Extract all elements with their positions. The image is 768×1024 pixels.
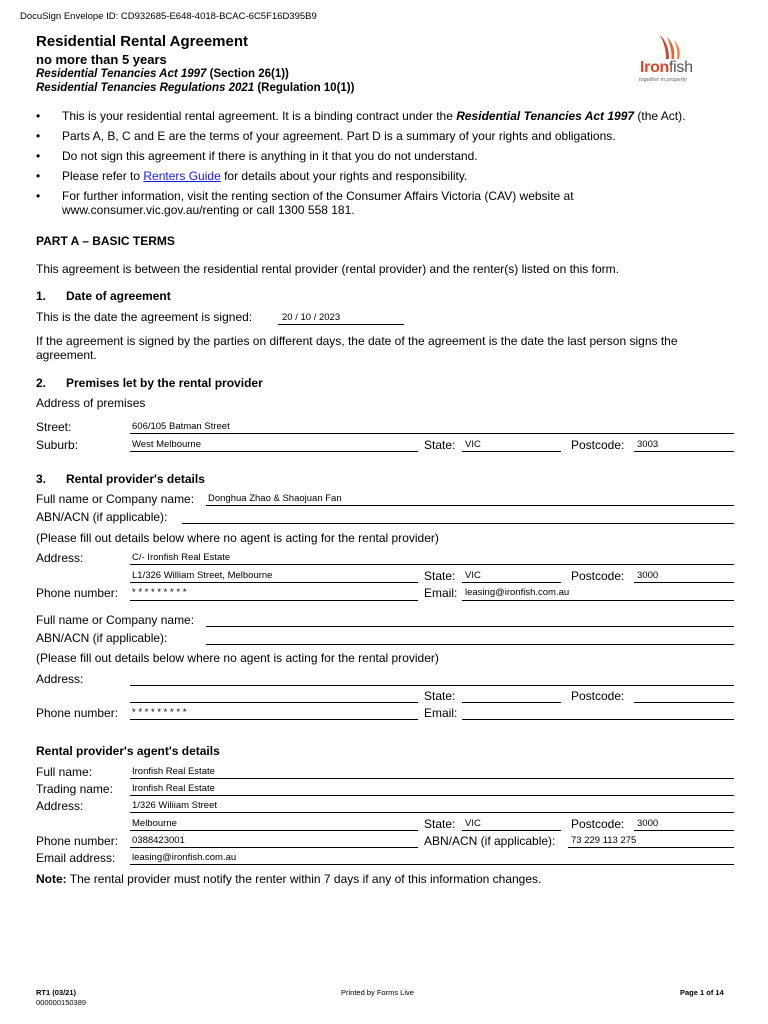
provider1-abn-line <box>182 523 734 524</box>
agent-email-value[interactable]: leasing@ironfish.com.au <box>132 852 237 863</box>
provider1-address2-value[interactable]: L1/326 William Street, Melbourne <box>132 570 273 581</box>
footer-form-number: 000000150389 <box>36 998 87 1007</box>
logo-iron-text: Iron <box>640 59 670 76</box>
footer-form-code: RT1 (03/21) <box>36 988 77 997</box>
street-value[interactable]: 606/105 Batman Street <box>132 421 230 432</box>
provider2-state-line[interactable] <box>462 702 561 703</box>
provider1-phone-line <box>130 600 418 601</box>
section-3-heading: Rental provider's details <box>66 472 205 486</box>
bullet-item: • Please refer to Renters Guide for details about your rights and responsibility. <box>36 169 468 183</box>
section-2-number: 2. <box>36 376 47 390</box>
agent-email-line <box>130 864 734 865</box>
address-premises-label: Address of premises <box>36 396 146 410</box>
provider1-address-label: Address: <box>36 551 84 565</box>
section-3-number: 3. <box>36 472 47 486</box>
regulation-section: (Regulation 10(1)) <box>254 82 355 94</box>
date-signed-value[interactable]: 20 / 10 / 2023 <box>282 312 341 323</box>
provider1-address1-line <box>130 564 734 565</box>
provider2-agent-note: (Please fill out details below where no agent is acting for the rental provider) <box>36 651 439 665</box>
state-label: State: <box>424 438 456 452</box>
provider2-abn-label: ABN/ACN (if applicable): <box>36 631 168 645</box>
provider1-name-line <box>206 505 734 506</box>
agent-address1-line <box>130 812 734 813</box>
agent-fullname-label: Full name: <box>36 765 93 779</box>
provider2-phone-value[interactable]: * * * * * * * * * <box>132 707 187 718</box>
ironfish-fin-icon <box>636 33 710 61</box>
provider1-state-line <box>462 582 561 583</box>
street-label: Street: <box>36 420 72 434</box>
agent-state-label: State: <box>424 817 456 831</box>
provider1-address1-value[interactable]: C/- Ironfish Real Estate <box>132 552 231 563</box>
logo-fish-text: fish <box>669 59 693 76</box>
provider2-address-label: Address: <box>36 672 84 686</box>
provider2-postcode-label: Postcode: <box>571 689 625 703</box>
agent-trading-value[interactable]: Ironfish Real Estate <box>132 783 215 794</box>
provider1-email-label: Email: <box>424 586 458 600</box>
provider2-postcode-line[interactable] <box>634 702 734 703</box>
agent-fullname-line <box>130 778 734 779</box>
provider2-address2-line[interactable] <box>130 702 418 703</box>
provider2-abn-line[interactable] <box>206 644 734 645</box>
provider2-address1-line[interactable] <box>130 685 734 686</box>
regulation-name: Residential Tenancies Regulations 2021 <box>36 82 255 94</box>
provider1-phone-label: Phone number: <box>36 586 119 600</box>
state-value[interactable]: VIC <box>465 439 481 450</box>
provider2-name-label: Full name or Company name: <box>36 613 195 627</box>
section-2-heading: Premises let by the rental provider <box>66 376 263 390</box>
provider1-postcode-value[interactable]: 3000 <box>637 570 659 581</box>
provider1-name-value[interactable]: Donghua Zhao & Shaojuan Fan <box>208 493 342 504</box>
date-note: If the agreement is signed by the parties on different days, the date of the agreement is the date the last person signs the agreement. <box>36 334 678 362</box>
provider1-abn-label: ABN/ACN (if applicable): <box>36 510 168 524</box>
provider1-phone-value[interactable]: * * * * * * * * * <box>132 587 187 598</box>
agent-email-label: Email address: <box>36 851 116 865</box>
suburb-label: Suburb: <box>36 438 79 452</box>
page-title: Residential Rental Agreement <box>36 33 248 50</box>
agent-state-line <box>462 830 561 831</box>
provider1-postcode-label: Postcode: <box>571 569 625 583</box>
provider2-state-label: State: <box>424 689 456 703</box>
logo-tagline: together in property <box>639 77 687 83</box>
section-1-number: 1. <box>36 289 47 303</box>
provider1-state-label: State: <box>424 569 456 583</box>
agent-address2-line <box>130 830 418 831</box>
provider1-address2-line <box>130 582 418 583</box>
agent-address2-value[interactable]: Melbourne <box>132 818 177 829</box>
regulation-reference <box>36 82 354 94</box>
suburb-line <box>130 451 418 452</box>
footer-printed-by: Printed by Forms Live <box>341 988 414 997</box>
agent-trading-line <box>130 795 734 796</box>
intro-bullets <box>36 109 736 223</box>
bullet-item: • Do not sign this agreement if there is anything in it that you do not understand. <box>36 149 478 163</box>
agent-note: Note: The rental provider must notify the renter within 7 days if any of this information changes. <box>36 872 542 886</box>
postcode-line <box>634 451 734 452</box>
renters-guide-link[interactable]: Renters Guide <box>143 169 221 183</box>
agent-postcode-value[interactable]: 3000 <box>637 818 659 829</box>
provider1-postcode-line <box>634 582 734 583</box>
agent-postcode-label: Postcode: <box>571 817 625 831</box>
street-line <box>130 433 734 434</box>
part-a-intro: This agreement is between the residential rental provider (rental provider) and the renter(s) listed on this form. <box>36 262 619 276</box>
section-1-heading: Date of agreement <box>66 289 171 303</box>
agent-state-value[interactable]: VIC <box>465 818 481 829</box>
provider1-email-value[interactable]: leasing@ironfish.com.au <box>465 587 570 598</box>
provider1-state-value[interactable]: VIC <box>465 570 481 581</box>
postcode-value[interactable]: 3003 <box>637 439 659 450</box>
suburb-value[interactable]: West Melbourne <box>132 439 201 450</box>
envelope-id: DocuSign Envelope ID: CD932685-E648-4018-BCAC-6C5F16D395B9 <box>20 11 317 22</box>
provider1-name-label: Full name or Company name: <box>36 492 195 506</box>
ironfish-logo <box>636 33 710 89</box>
footer-page-number: Page 1 of 14 <box>680 988 724 997</box>
agent-address1-value[interactable]: 1/326 Wiliiam Street <box>132 800 218 811</box>
agent-abn-value[interactable]: 73 229 113 275 <box>571 835 637 846</box>
provider2-email-line[interactable] <box>462 719 734 720</box>
postcode-label: Postcode: <box>571 438 625 452</box>
provider2-email-label: Email: <box>424 706 458 720</box>
provider2-phone-line <box>130 719 418 720</box>
agent-address-label: Address: <box>36 799 84 813</box>
date-signed-label: This is the date the agreement is signed: <box>36 310 253 324</box>
agent-phone-value[interactable]: 0388423001 <box>132 835 185 846</box>
provider1-email-line <box>462 600 734 601</box>
agent-trading-label: Trading name: <box>36 782 113 796</box>
state-line <box>462 451 561 452</box>
part-a-heading: PART A – BASIC TERMS <box>36 234 175 248</box>
agent-fullname-value[interactable]: Ironfish Real Estate <box>132 766 215 777</box>
provider2-phone-label: Phone number: <box>36 706 119 720</box>
act-name: Residential Tenancies Act 1997 <box>36 68 207 80</box>
agent-postcode-line <box>634 830 734 831</box>
act-reference <box>36 68 289 80</box>
agent-heading: Rental provider's agent's details <box>36 744 220 758</box>
bullet-item: • This is your residential rental agreement. It is a binding contract under the Residential Tenancies Act 1997 (the Act). <box>36 109 686 123</box>
provider2-name-line[interactable] <box>206 626 734 627</box>
agent-phone-line <box>130 847 418 848</box>
agent-abn-label: ABN/ACN (if applicable): <box>424 834 556 848</box>
ironfish-wordmark <box>640 59 693 77</box>
bullet-item: • For further information, visit the renting section of the Consumer Affairs Victoria (CAV) website at www.consumer.vic.gov.au/renting or call 1300 558 181. <box>36 189 574 217</box>
provider1-agent-note: (Please fill out details below where no agent is acting for the rental provider) <box>36 531 439 545</box>
date-signed-line <box>278 324 404 325</box>
page-subtitle: no more than 5 years <box>36 52 167 67</box>
agent-phone-label: Phone number: <box>36 834 119 848</box>
bullet-item: • Parts A, B, C and E are the terms of your agreement. Part D is a summary of your rights and obligations. <box>36 129 616 143</box>
agent-abn-line <box>568 847 734 848</box>
act-section: (Section 26(1)) <box>206 68 289 80</box>
